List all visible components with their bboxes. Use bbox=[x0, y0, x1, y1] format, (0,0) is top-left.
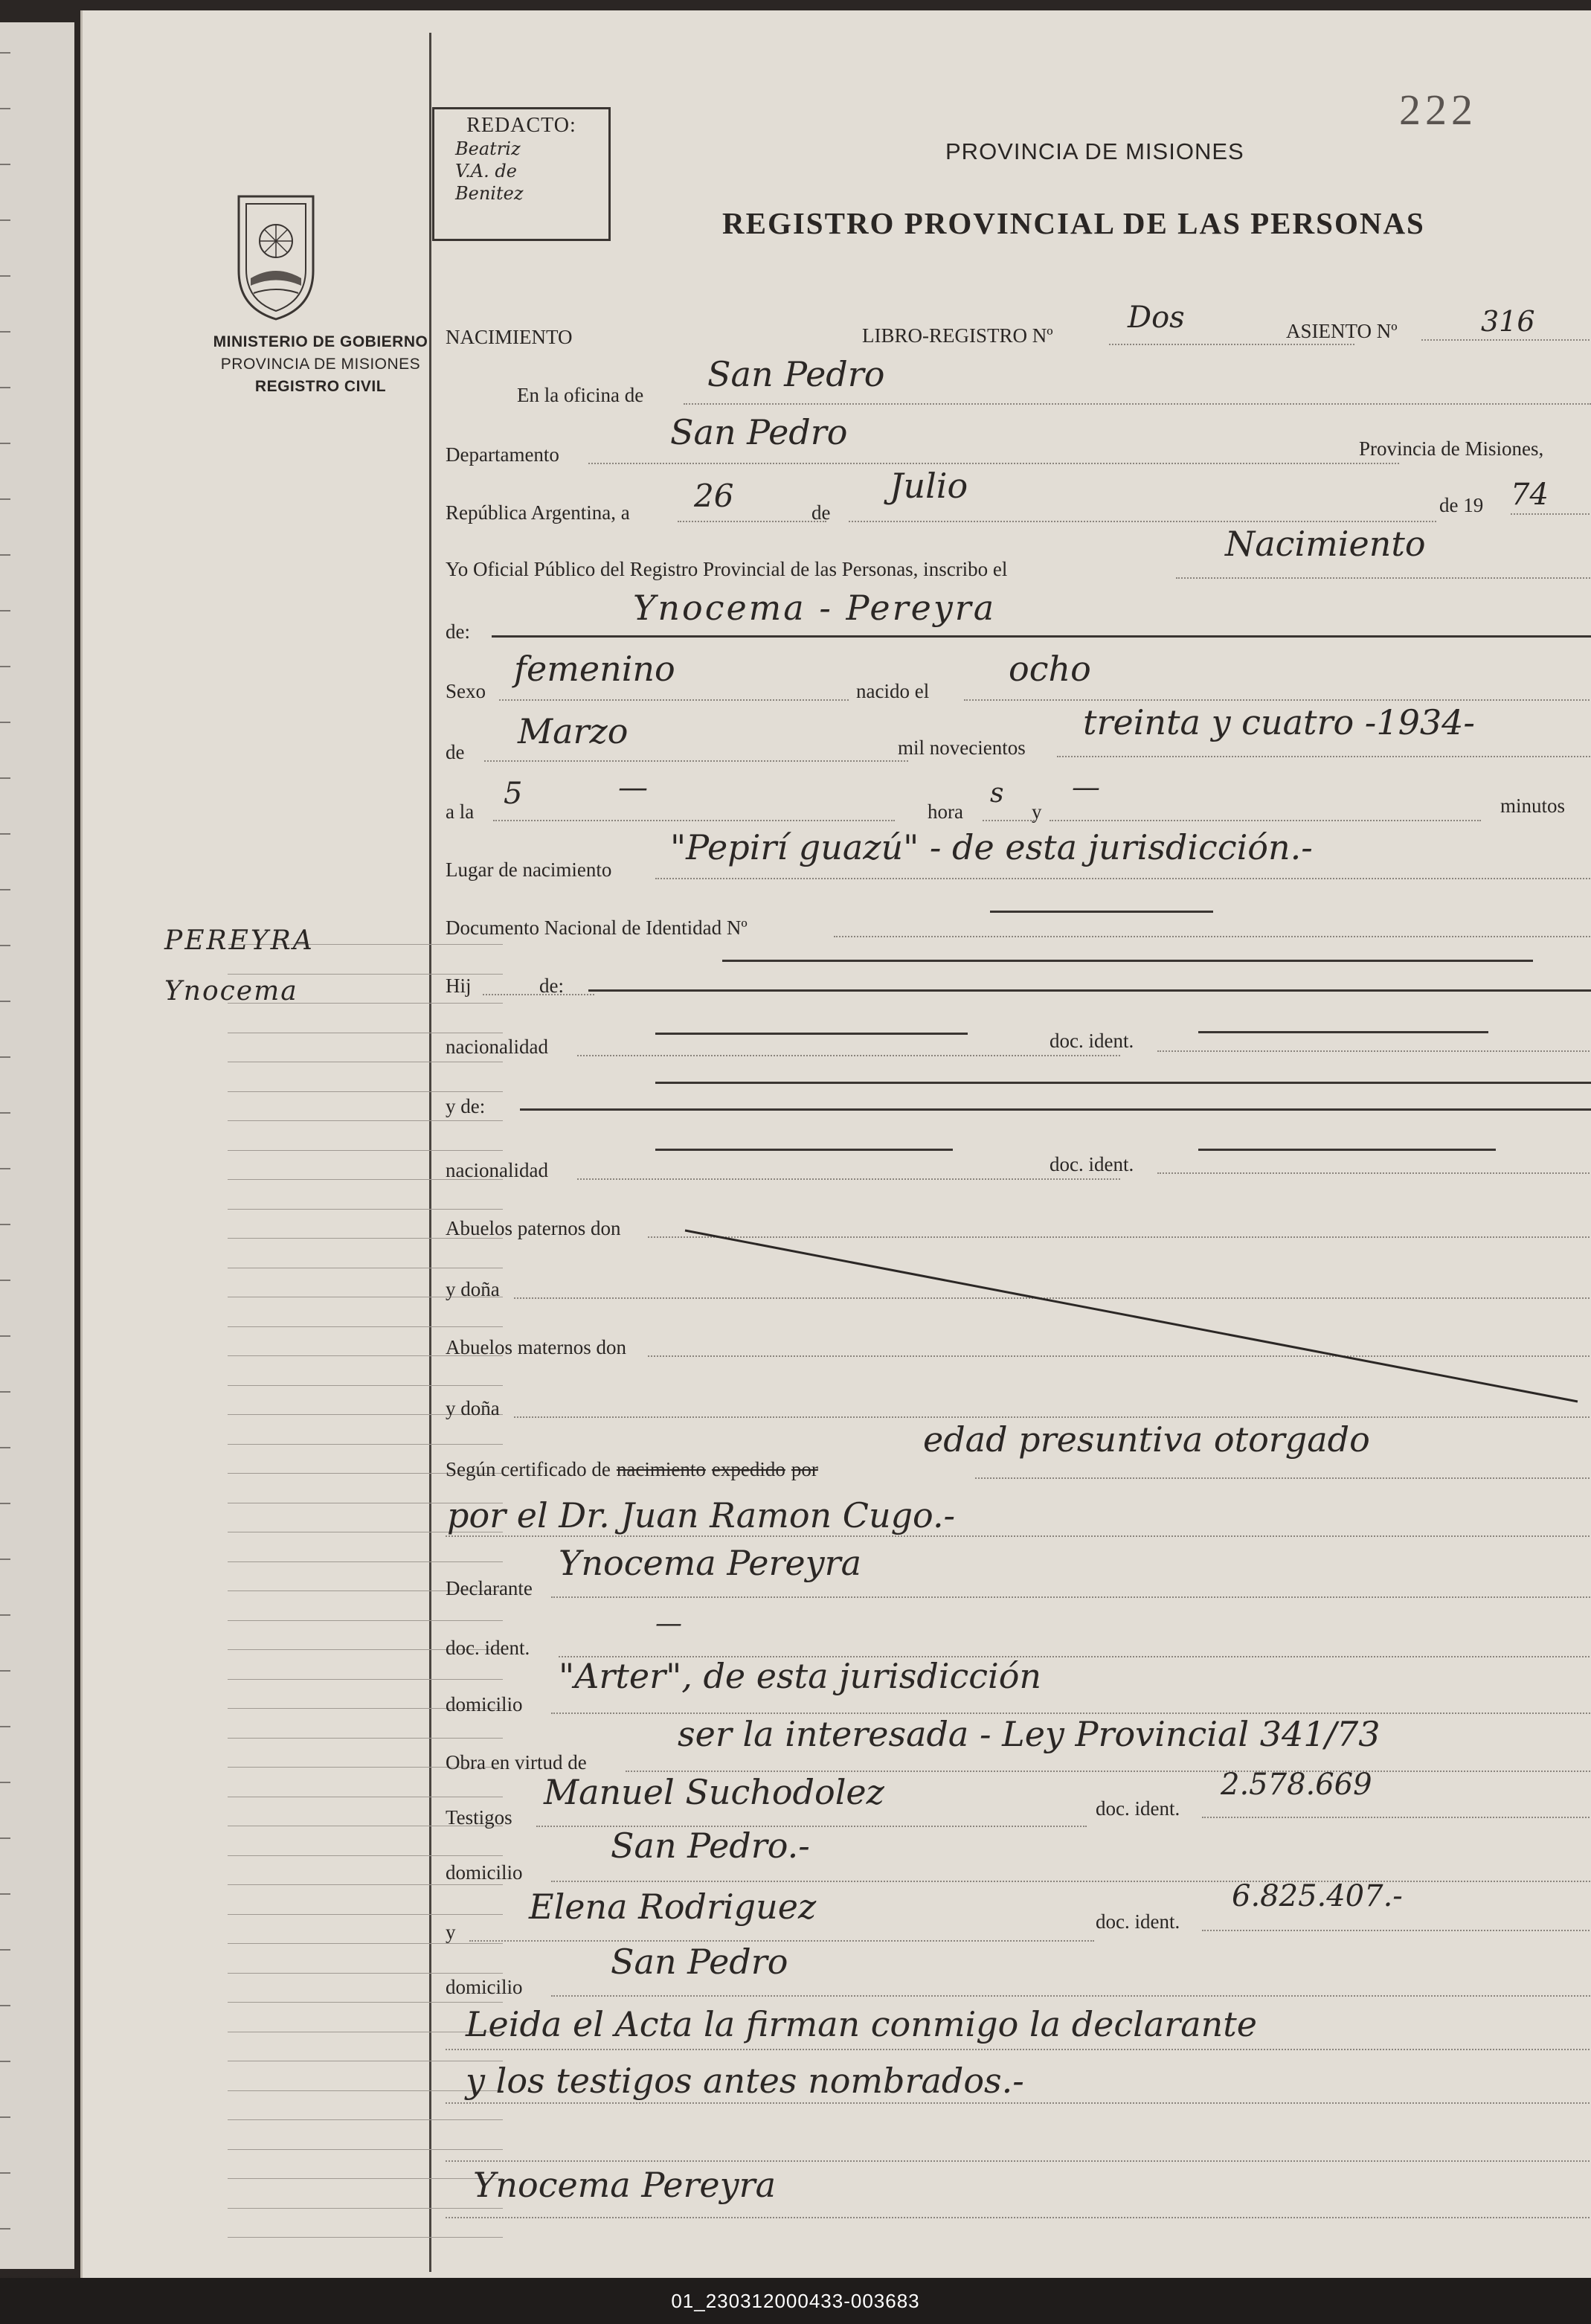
label-de-19: de 19 bbox=[1439, 494, 1484, 516]
value-hora: 5 bbox=[504, 777, 523, 811]
dotted-rule bbox=[551, 1596, 1591, 1598]
dotted-rule bbox=[849, 521, 1436, 522]
label-y-dona-1: y doña bbox=[446, 1278, 500, 1300]
edge-rule-tick bbox=[0, 2228, 10, 2230]
edge-rule-tick bbox=[0, 275, 10, 277]
value-asiento: 316 bbox=[1481, 305, 1535, 338]
dotted-rule bbox=[678, 521, 826, 522]
solid-rule bbox=[492, 635, 1591, 638]
ministry-title: MINISTERIO DE GOBIERNO bbox=[213, 333, 428, 350]
page-number: 222 bbox=[1399, 86, 1477, 134]
edge-rule-tick bbox=[0, 554, 10, 556]
dotted-rule bbox=[975, 1477, 1591, 1479]
value-doc-ident-declarante: — bbox=[655, 1608, 682, 1639]
margin-rule-line bbox=[228, 2178, 503, 2179]
label-abuelos-maternos: Abuelos maternos don bbox=[446, 1336, 626, 1358]
label-hij-de: de: bbox=[539, 975, 564, 997]
margin-rule-line bbox=[228, 1679, 503, 1680]
edge-rule-tick bbox=[0, 1447, 10, 1448]
value-sexo: femenino bbox=[514, 649, 675, 689]
solid-rule bbox=[1198, 1149, 1496, 1151]
margin-rule-line bbox=[228, 1943, 503, 1944]
value-anio: 74 bbox=[1511, 478, 1549, 512]
dotted-rule bbox=[1109, 344, 1354, 345]
edge-rule-tick bbox=[0, 1893, 10, 1895]
label-asiento: ASIENTO Nº bbox=[1286, 320, 1398, 342]
ministry-registro: REGISTRO CIVIL bbox=[254, 378, 387, 395]
edge-rule-tick bbox=[0, 1112, 10, 1114]
dotted-rule bbox=[446, 1535, 1591, 1537]
redacto-line1: Beatriz bbox=[455, 138, 521, 159]
dotted-rule bbox=[514, 1416, 1591, 1418]
edge-rule-tick bbox=[0, 666, 10, 667]
margin-given-name: Ynocema bbox=[164, 976, 298, 1007]
label-departamento: Departamento bbox=[446, 443, 559, 466]
label-mil-novecientos: mil novecientos bbox=[898, 736, 1026, 759]
dotted-rule bbox=[446, 2102, 1591, 2104]
edge-rule-tick bbox=[0, 1614, 10, 1616]
label-minutos: minutos bbox=[1500, 795, 1566, 817]
edge-rule-tick bbox=[0, 2116, 10, 2118]
solid-rule bbox=[655, 1149, 953, 1151]
dotted-rule bbox=[655, 878, 1591, 879]
dotted-rule bbox=[446, 2160, 1591, 2162]
label-de-nombre: de: bbox=[446, 620, 470, 643]
segun-part: expedido bbox=[711, 1458, 785, 1480]
dotted-rule bbox=[446, 2049, 1591, 2050]
label-y-2: y bbox=[446, 1921, 456, 1943]
label-oficina: En la oficina de bbox=[517, 384, 644, 406]
margin-rule-line bbox=[228, 1326, 503, 1327]
label-y-de: y de: bbox=[446, 1095, 486, 1117]
value-closing-2: y los testigos antes nombrados.- bbox=[466, 2061, 1024, 2101]
label-y: y bbox=[1032, 800, 1042, 823]
margin-rule-line bbox=[228, 2237, 503, 2238]
register-page bbox=[80, 10, 1591, 2278]
dotted-rule bbox=[483, 994, 594, 995]
margin-rule-line bbox=[228, 1120, 503, 1121]
dotted-rule bbox=[684, 403, 1591, 405]
value-domicilio: "Arter", de esta jurisdicción bbox=[559, 1656, 1042, 1696]
margin-rule-line bbox=[228, 1973, 503, 1974]
edge-rule-tick bbox=[0, 1280, 10, 1281]
image-caption: 01_230312000433-003683 bbox=[0, 2278, 1591, 2324]
edge-rule-tick bbox=[0, 1168, 10, 1169]
label-doc-ident: doc. ident. bbox=[1050, 1030, 1134, 1052]
label-a-la: a la bbox=[446, 800, 475, 823]
edge-rule-tick bbox=[0, 1726, 10, 1727]
value-segun-2: por el Dr. Juan Ramon Cugo.- bbox=[447, 1495, 956, 1535]
dotted-rule bbox=[1202, 1817, 1591, 1818]
value-obra: ser la interesada - Ley Provincial 341/73 bbox=[678, 1714, 1381, 1754]
value-testigo-2-dom: San Pedro bbox=[611, 1942, 788, 1982]
hora-dash-mark: — bbox=[618, 771, 648, 805]
label-doc-ident-5: doc. ident. bbox=[1096, 1910, 1180, 1933]
label-y-dona-2: y doña bbox=[446, 1397, 500, 1419]
value-libro: Dos bbox=[1128, 301, 1185, 335]
misiones-seal-icon bbox=[224, 182, 328, 323]
margin-rule-line bbox=[228, 1150, 503, 1151]
previous-page-edge bbox=[0, 22, 74, 2269]
label-segun-certificado bbox=[446, 1458, 824, 1481]
dotted-rule bbox=[499, 699, 849, 701]
edge-rule-tick bbox=[0, 498, 10, 500]
edge-rule-tick bbox=[0, 2172, 10, 2174]
edge-rule-tick bbox=[0, 1224, 10, 1225]
edge-rule-tick bbox=[0, 1001, 10, 1002]
redacto-stamp bbox=[432, 107, 611, 241]
label-nacido: nacido el bbox=[856, 680, 930, 702]
dotted-rule bbox=[446, 2217, 1591, 2218]
margin-rule-line bbox=[228, 1385, 503, 1386]
edge-rule-tick bbox=[0, 219, 10, 221]
label-nacimiento: NACIMIENTO bbox=[446, 326, 573, 348]
label-domicilio: domicilio bbox=[446, 1693, 523, 1715]
segun-part: por bbox=[791, 1458, 818, 1480]
label-hora: hora bbox=[928, 800, 963, 823]
redacto-line2: V.A. de bbox=[455, 161, 517, 182]
label-de-mes: de bbox=[446, 741, 465, 763]
edge-rule-tick bbox=[0, 1559, 10, 1560]
margin-rule-line bbox=[228, 1884, 503, 1885]
edge-rule-tick bbox=[0, 2061, 10, 2062]
redacto-label: REDACTO: bbox=[466, 114, 576, 137]
solid-rule bbox=[1198, 1031, 1488, 1033]
dotted-rule bbox=[1157, 1050, 1591, 1052]
margin-rule-line bbox=[228, 2208, 503, 2209]
dotted-rule bbox=[551, 1995, 1591, 1997]
dotted-rule bbox=[588, 463, 1399, 464]
value-testigo-2: Elena Rodriguez bbox=[529, 1887, 817, 1927]
margin-rule-line bbox=[228, 2149, 503, 2150]
ministry-province: PROVINCIA DE MISIONES bbox=[220, 356, 421, 373]
margin-rule-line bbox=[228, 2090, 503, 2091]
label-nacionalidad-2: nacionalidad bbox=[446, 1159, 548, 1181]
edge-rule-tick bbox=[0, 1837, 10, 1839]
value-segun-1: edad presuntiva otorgado bbox=[923, 1419, 1370, 1460]
value-lugar: "Pepirí guazú" - de esta jurisdicción.- bbox=[670, 827, 1313, 867]
edge-rule-tick bbox=[0, 1782, 10, 1783]
value-anio-nacimiento: treinta y cuatro -1934- bbox=[1083, 702, 1475, 742]
edge-rule-tick bbox=[0, 331, 10, 333]
label-declarante: Declarante bbox=[446, 1577, 533, 1599]
label-hij: Hij bbox=[446, 975, 472, 997]
margin-rule-line bbox=[228, 1091, 503, 1092]
solid-rule bbox=[588, 989, 1591, 992]
dotted-rule bbox=[514, 1297, 1591, 1299]
edge-rule-tick bbox=[0, 945, 10, 946]
edge-rule-tick bbox=[0, 777, 10, 779]
value-oficina: San Pedro bbox=[707, 354, 885, 394]
edge-rule-tick bbox=[0, 52, 10, 54]
margin-rule-line bbox=[228, 1620, 503, 1621]
edge-rule-tick bbox=[0, 164, 10, 165]
label-domicilio-3: domicilio bbox=[446, 1976, 523, 1998]
label-provincia: Provincia de Misiones, bbox=[1359, 437, 1544, 460]
edge-rule-tick bbox=[0, 1056, 10, 1058]
dotted-rule bbox=[648, 1236, 1591, 1238]
edge-rule-tick bbox=[0, 108, 10, 109]
margin-surname: PEREYRA bbox=[164, 925, 315, 956]
solid-rule bbox=[520, 1108, 1591, 1111]
margin-rule-line bbox=[228, 1738, 503, 1739]
dotted-rule bbox=[1511, 513, 1591, 515]
margin-rule-line bbox=[228, 1444, 503, 1445]
value-departamento: San Pedro bbox=[670, 412, 848, 452]
value-hora-2: s bbox=[990, 778, 1004, 809]
value-testigo-1-dom: San Pedro.- bbox=[611, 1826, 810, 1866]
edge-rule-tick bbox=[0, 1391, 10, 1393]
value-testigo-1: Manuel Suchodolez bbox=[544, 1772, 884, 1812]
solid-rule bbox=[722, 960, 1533, 962]
dotted-rule bbox=[1202, 1930, 1591, 1931]
value-testigo-1-doc: 2.578.669 bbox=[1221, 1768, 1372, 1802]
edge-rule-tick bbox=[0, 1503, 10, 1504]
dotted-rule bbox=[551, 1881, 1591, 1882]
redacto-line3: Benitez bbox=[455, 183, 524, 204]
solid-rule bbox=[990, 911, 1213, 913]
segun-part: nacimiento bbox=[616, 1458, 706, 1480]
segun-part: Según certificado de bbox=[446, 1458, 611, 1480]
edge-rule-tick bbox=[0, 387, 10, 388]
dotted-rule bbox=[577, 1178, 1120, 1180]
label-abuelos-paternos: Abuelos paternos don bbox=[446, 1217, 621, 1239]
dotted-rule bbox=[964, 699, 1591, 701]
dotted-rule bbox=[834, 936, 1591, 937]
value-nombre: Ynocema - Pereyra bbox=[633, 588, 997, 628]
label-yo-oficial: Yo Oficial Público del Registro Provincial de las Personas, inscribo el bbox=[446, 558, 1008, 580]
label-lugar: Lugar de nacimiento bbox=[446, 858, 612, 881]
margin-rule-line bbox=[228, 2002, 503, 2003]
value-mes-nacimiento: Marzo bbox=[518, 711, 629, 751]
dotted-rule bbox=[484, 760, 908, 762]
margin-rule-line bbox=[228, 1855, 503, 1856]
value-inscribe: Nacimiento bbox=[1225, 524, 1426, 564]
label-obra: Obra en virtud de bbox=[446, 1751, 587, 1774]
label-doc-ident-4: doc. ident. bbox=[1096, 1797, 1180, 1820]
dotted-rule bbox=[1176, 577, 1591, 579]
label-testigos: Testigos bbox=[446, 1806, 512, 1829]
edge-rule-tick bbox=[0, 889, 10, 890]
label-sexo: Sexo bbox=[446, 680, 486, 702]
edge-rule-tick bbox=[0, 722, 10, 723]
dotted-rule bbox=[1050, 820, 1481, 821]
dotted-rule bbox=[648, 1355, 1591, 1357]
dotted-rule bbox=[983, 820, 1035, 821]
value-mes: Julio bbox=[890, 466, 968, 506]
edge-rule-tick bbox=[0, 443, 10, 444]
label-domicilio-2: domicilio bbox=[446, 1861, 523, 1884]
header-province: PROVINCIA DE MISIONES bbox=[945, 138, 1244, 164]
label-republica: República Argentina, a bbox=[446, 501, 630, 524]
edge-rule-tick bbox=[0, 2005, 10, 2006]
label-doc-ident-3: doc. ident. bbox=[446, 1637, 530, 1659]
label-doc-ident-2: doc. ident. bbox=[1050, 1153, 1134, 1175]
label-de: de bbox=[811, 501, 831, 524]
edge-rule-tick bbox=[0, 833, 10, 835]
edge-rule-tick bbox=[0, 1949, 10, 1951]
edge-rule-tick bbox=[0, 1670, 10, 1672]
dotted-rule bbox=[1057, 756, 1591, 757]
margin-rule-line bbox=[228, 1914, 503, 1915]
value-nacido: ocho bbox=[1009, 649, 1091, 689]
dotted-rule bbox=[493, 820, 895, 821]
label-documento: Documento Nacional de Identidad Nº bbox=[446, 917, 748, 939]
label-nacionalidad: nacionalidad bbox=[446, 1036, 548, 1058]
margin-rule-line bbox=[228, 1561, 503, 1562]
solid-rule bbox=[655, 1082, 1591, 1084]
value-closing-1: Leida el Acta la firman conmigo la declarante bbox=[466, 2004, 1258, 2044]
margin-rule-line bbox=[228, 2119, 503, 2120]
value-testigo-2-doc: 6.825.407.- bbox=[1232, 1879, 1403, 1913]
edge-rule-tick bbox=[0, 610, 10, 612]
value-firma: Ynocema Pereyra bbox=[473, 2165, 777, 2205]
header-registry: REGISTRO PROVINCIAL DE LAS PERSONAS bbox=[722, 206, 1425, 240]
solid-rule bbox=[655, 1033, 968, 1035]
value-declarante: Ynocema Pereyra bbox=[559, 1543, 862, 1583]
edge-rule-tick bbox=[0, 1335, 10, 1337]
label-libro: LIBRO-REGISTRO Nº bbox=[862, 324, 1053, 347]
dotted-rule bbox=[1421, 339, 1591, 341]
margin-rule-line bbox=[228, 1209, 503, 1210]
value-minutos: — bbox=[1072, 771, 1100, 803]
dotted-rule bbox=[577, 1055, 1120, 1056]
value-dia: 26 bbox=[694, 478, 734, 514]
dotted-rule bbox=[1157, 1172, 1591, 1174]
